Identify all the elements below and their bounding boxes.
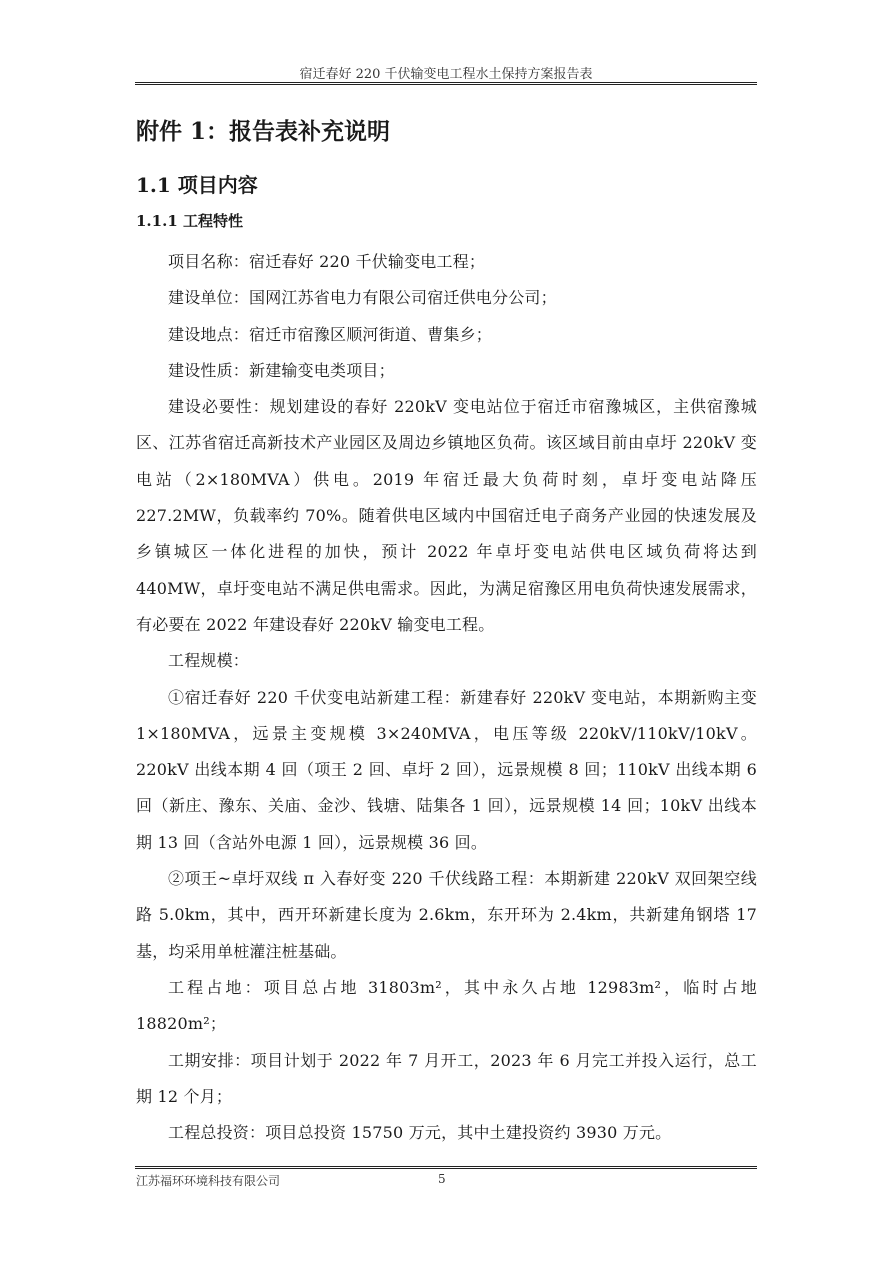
para-scale-heading: 工程规模： bbox=[168, 651, 250, 671]
header-rule bbox=[135, 82, 757, 85]
page-number: 5 bbox=[438, 1172, 446, 1186]
page-content bbox=[136, 112, 757, 1151]
para-line-project: ②项王~卓圩双线 π 入春好变 220 千伏线路工程：本期新建 220kV 双回架空线路 5.0km，其中，西开环新建长度为 2.6km，东开环为 2.4km，共新建角钢塔 17 基，均采用单桩灌注桩基础。 bbox=[136, 869, 757, 961]
para-substation-project: ①宿迁春好 220 千伏变电站新建工程：新建春好 220kV 变电站，本期新购主变 1×180MVA，远景主变规模 3×240MVA，电压等级 220kV/110kV/10kV。220kV 出线本期 4 回（项王 2 回、卓圩 2 回），远景规模 8 回；110kV 出线本期 6 回（新庄、豫东、关庙、金沙、钱塘、陆集各 1 回），远景规模 14 回；10kV 出线本期 13 回（含站外电源 1 回），远景规模 36 回。 bbox=[136, 687, 757, 852]
para-construction-unit: 建设单位：国网江苏省电力有限公司宿迁供电分公司； bbox=[168, 288, 557, 308]
para-construction-nature: 建设性质：新建输变电类项目； bbox=[168, 360, 395, 380]
heading-appendix: 附件 1：报告表补充说明 bbox=[136, 118, 391, 145]
para-total-investment: 工程总投资：项目总投资 15750 万元，其中土建投资约 3930 万元。 bbox=[168, 1123, 672, 1143]
heading-project-content: 1.1 项目内容 bbox=[136, 173, 258, 197]
footer-company: 江苏福环环境科技有限公司 bbox=[136, 1174, 281, 1188]
footer-rule bbox=[135, 1166, 757, 1169]
page-header-title: 宿迁春好 220 千伏输变电工程水土保持方案报告表 bbox=[299, 67, 593, 82]
para-land-occupation: 工程占地：项目总占地 31803m²，其中永久占地 12983m²，临时占地 18820m²； bbox=[136, 977, 757, 1034]
para-schedule: 工期安排：项目计划于 2022 年 7 月开工，2023 年 6 月完工并投入运行，总工期 12 个月； bbox=[136, 1050, 757, 1106]
para-necessity: 建设必要性：规划建设的春好 220kV 变电站位于宿迁市宿豫城区，主供宿豫城区、江苏省宿迁高新技术产业园区及周边乡镇地区负荷。该区域目前由卓圩 220kV 变电站（2×180MVA）供电。2019 年宿迁最大负荷时刻，卓圩变电站降压 227.2MW，负载率约 70%。随着供电区域内中国宿迁电子商务产业园的快速发展及乡镇城区一体化进程的加快，预计 2022 年卓圩变电站供电区域负荷将达到 440MW，卓圩变电站不满足供电需求。因此，为满足宿豫区用电负荷快速发展需求，有必要在 2022 年建设春好 220kV 输变电工程。 bbox=[136, 397, 757, 634]
para-construction-site: 建设地点：宿迁市宿豫区顺河街道、曹集乡； bbox=[168, 324, 493, 344]
heading-engineering-features: 1.1.1 工程特性 bbox=[136, 212, 243, 230]
para-project-name: 项目名称：宿迁春好 220 千伏输变电工程； bbox=[168, 252, 486, 271]
